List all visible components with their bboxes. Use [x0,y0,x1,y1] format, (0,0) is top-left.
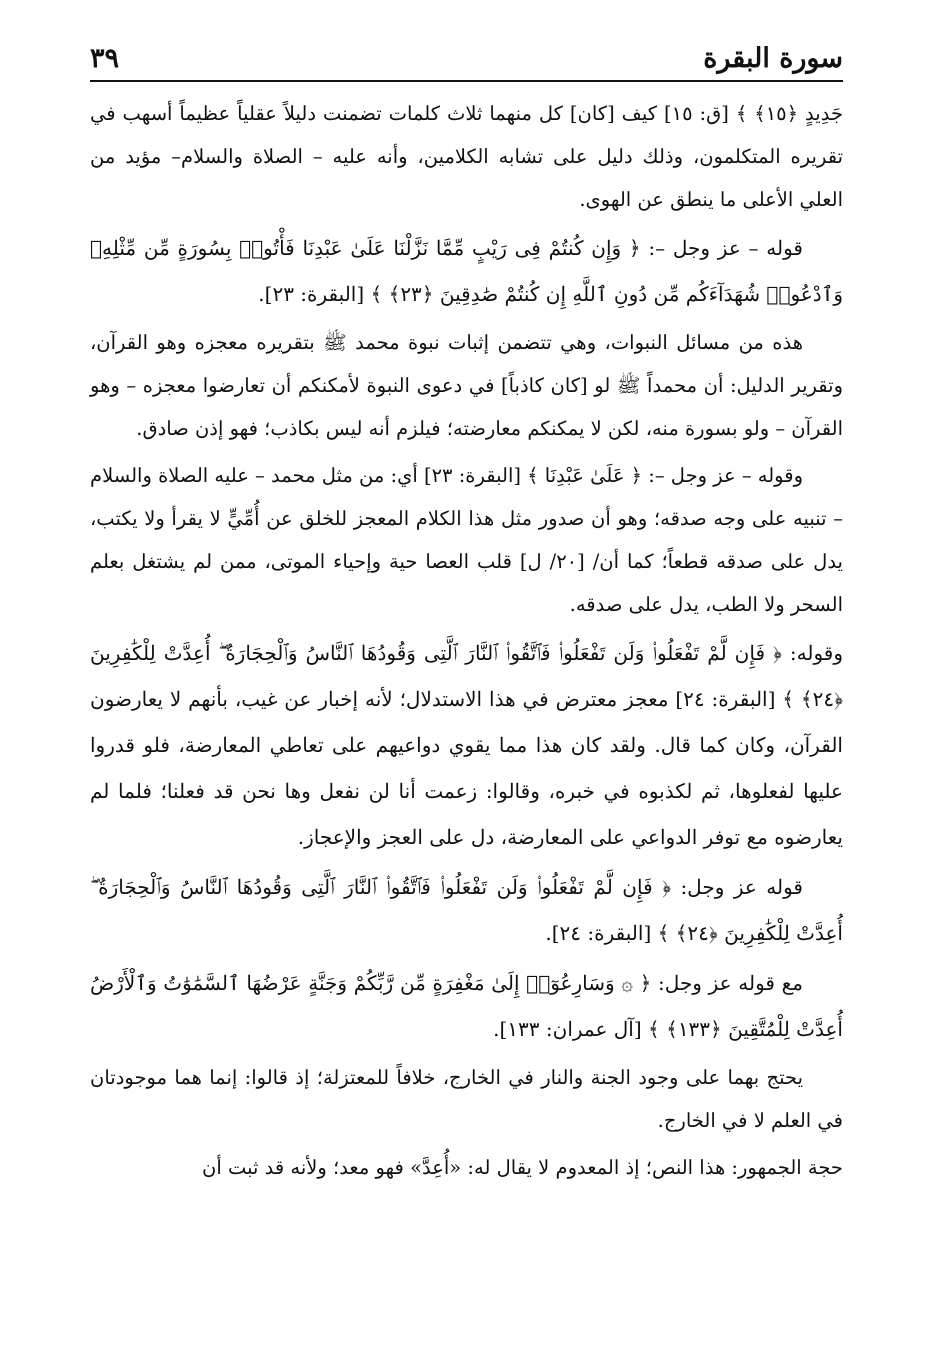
paragraph: قوله – عز وجل –: ﴿ وَإِن كُنتُمْ فِى رَيْبٍ مِّمَّا نَزَّلْنَا عَلَىٰ عَبْدِنَا فَأْتُوا۟ بِسُورَةٍ مِّن مِّثْلِهِۦ وَٱدْعُوا۟ شُهَدَآءَكُم مِّن دُونِ ٱللَّهِ إِن كُنتُمْ صَٰدِقِينَ ﴿٢٣﴾ ﴾ [البقرة: ٢٣]. [90,236,843,306]
surah-title: سورة البقرة [703,43,843,74]
paragraph: وقوله: ﴿ فَإِن لَّمْ تَفْعَلُوا۟ وَلَن تَفْعَلُوا۟ فَٱتَّقُوا۟ ٱلنَّارَ ٱلَّتِى وَقُودُهَا ٱلنَّاسُ وَٱلْحِجَارَةُ ۖ أُعِدَّتْ لِلْكَٰفِرِينَ ﴿٢٤﴾ ﴾ [البقرة: ٢٤] معجز معترض في هذا الاستدلال؛ لأنه إخبار عن غيب، بأنهم لا يعارضون القرآن، وكان كما قال. ولقد كان هذا مما يقوي دواعيهم على تعاطي المعارضة، فلو قدروا عليها لفعلوها، ثم لكذبوه في خبره، وقالوا: زعمت أنا لن نفعل وها نحن قد فعلنا؛ فلما لم يعارضوه مع توفر الدواعي على المعارضة، دل على العجز والإعجاز. [90,641,844,849]
paragraph: حجة الجمهور: هذا النص؛ إذ المعدوم لا يقال له: «أُعِدَّ» فهو معد؛ ولأنه قد ثبت أن [202,1156,843,1179]
paragraph: جَدِيدٍ ﴿١٥﴾ ﴾ [ق: ١٥] كيف [كان] كل منهما ثلاث كلمات تضمنت دليلاً عقلياً عظيماً أسهب في تقريره المتكلمون، وذلك دليل على تشابه الكلامين، وأنه عليه – الصلاة والسلام– مؤيد من العلي الأعلى ما ينطق عن الهوى. [90,102,844,211]
paragraph: هذه من مسائل النبوات، وهي تتضمن إثبات نبوة محمد ﷺ بتقريره معجزه وهو القرآن، وتقرير الدليل: أن محمداً ﷺ لو [كان كاذباً] في دعوى النبوة لأمكنكم أن تعارضوا معجزه – وهو القرآن – ولو بسورة منه، لكن لا يمكنكم معارضته؛ فيلزم أنه ليس بكاذب؛ فهو إذن صادق. [90,331,843,440]
paragraph: مع قوله عز وجل: ﴿ ۞ وَسَارِعُوٓا۟ إِلَىٰ مَغْفِرَةٍ مِّن رَّبِّكُمْ وَجَنَّةٍ عَرْضُهَا ٱلسَّمَٰوَٰتُ وَٱلْأَرْضُ أُعِدَّتْ لِلْمُتَّقِينَ ﴿١٣٣﴾ ﴾ [آل عمران: ١٣٣]. [90,971,843,1041]
paragraph: وقوله – عز وجل –: ﴿ عَلَىٰ عَبْدِنَا ﴾ [البقرة: ٢٣] أي: من مثل محمد – عليه الصلاة والسلام – تنبيه على وجه صدقه؛ وهو أن صدور مثل هذا الكلام المعجز للخلق عن أُمِّيٍّ لا يقرأ ولا يكتب، يدل على صدقه قطعاً؛ كما أن/ [٢٠/ ل] قلب العصا حية وإحياء الموتى، ممن لم يشتغل بعلم السحر ولا الطب، يدل على صدقه. [90,464,843,616]
paragraph: يحتج بهما على وجود الجنة والنار في الخارج، خلافاً للمعتزلة؛ إذ قالوا: إنما هما موجودتان في العلم لا في الخارج. [90,1066,843,1132]
page-header [90,30,843,82]
page-number: ٣٩ [90,43,120,74]
paragraph: قوله عز وجل: ﴿ فَإِن لَّمْ تَفْعَلُوا۟ وَلَن تَفْعَلُوا۟ فَٱتَّقُوا۟ ٱلنَّارَ ٱلَّتِى وَقُودُهَا ٱلنَّاسُ وَٱلْحِجَارَةُ ۖ أُعِدَّتْ لِلْكَٰفِرِينَ ﴿٢٤﴾ ﴾ [البقرة: ٢٤]. [90,875,843,945]
page-body [90,92,843,1193]
